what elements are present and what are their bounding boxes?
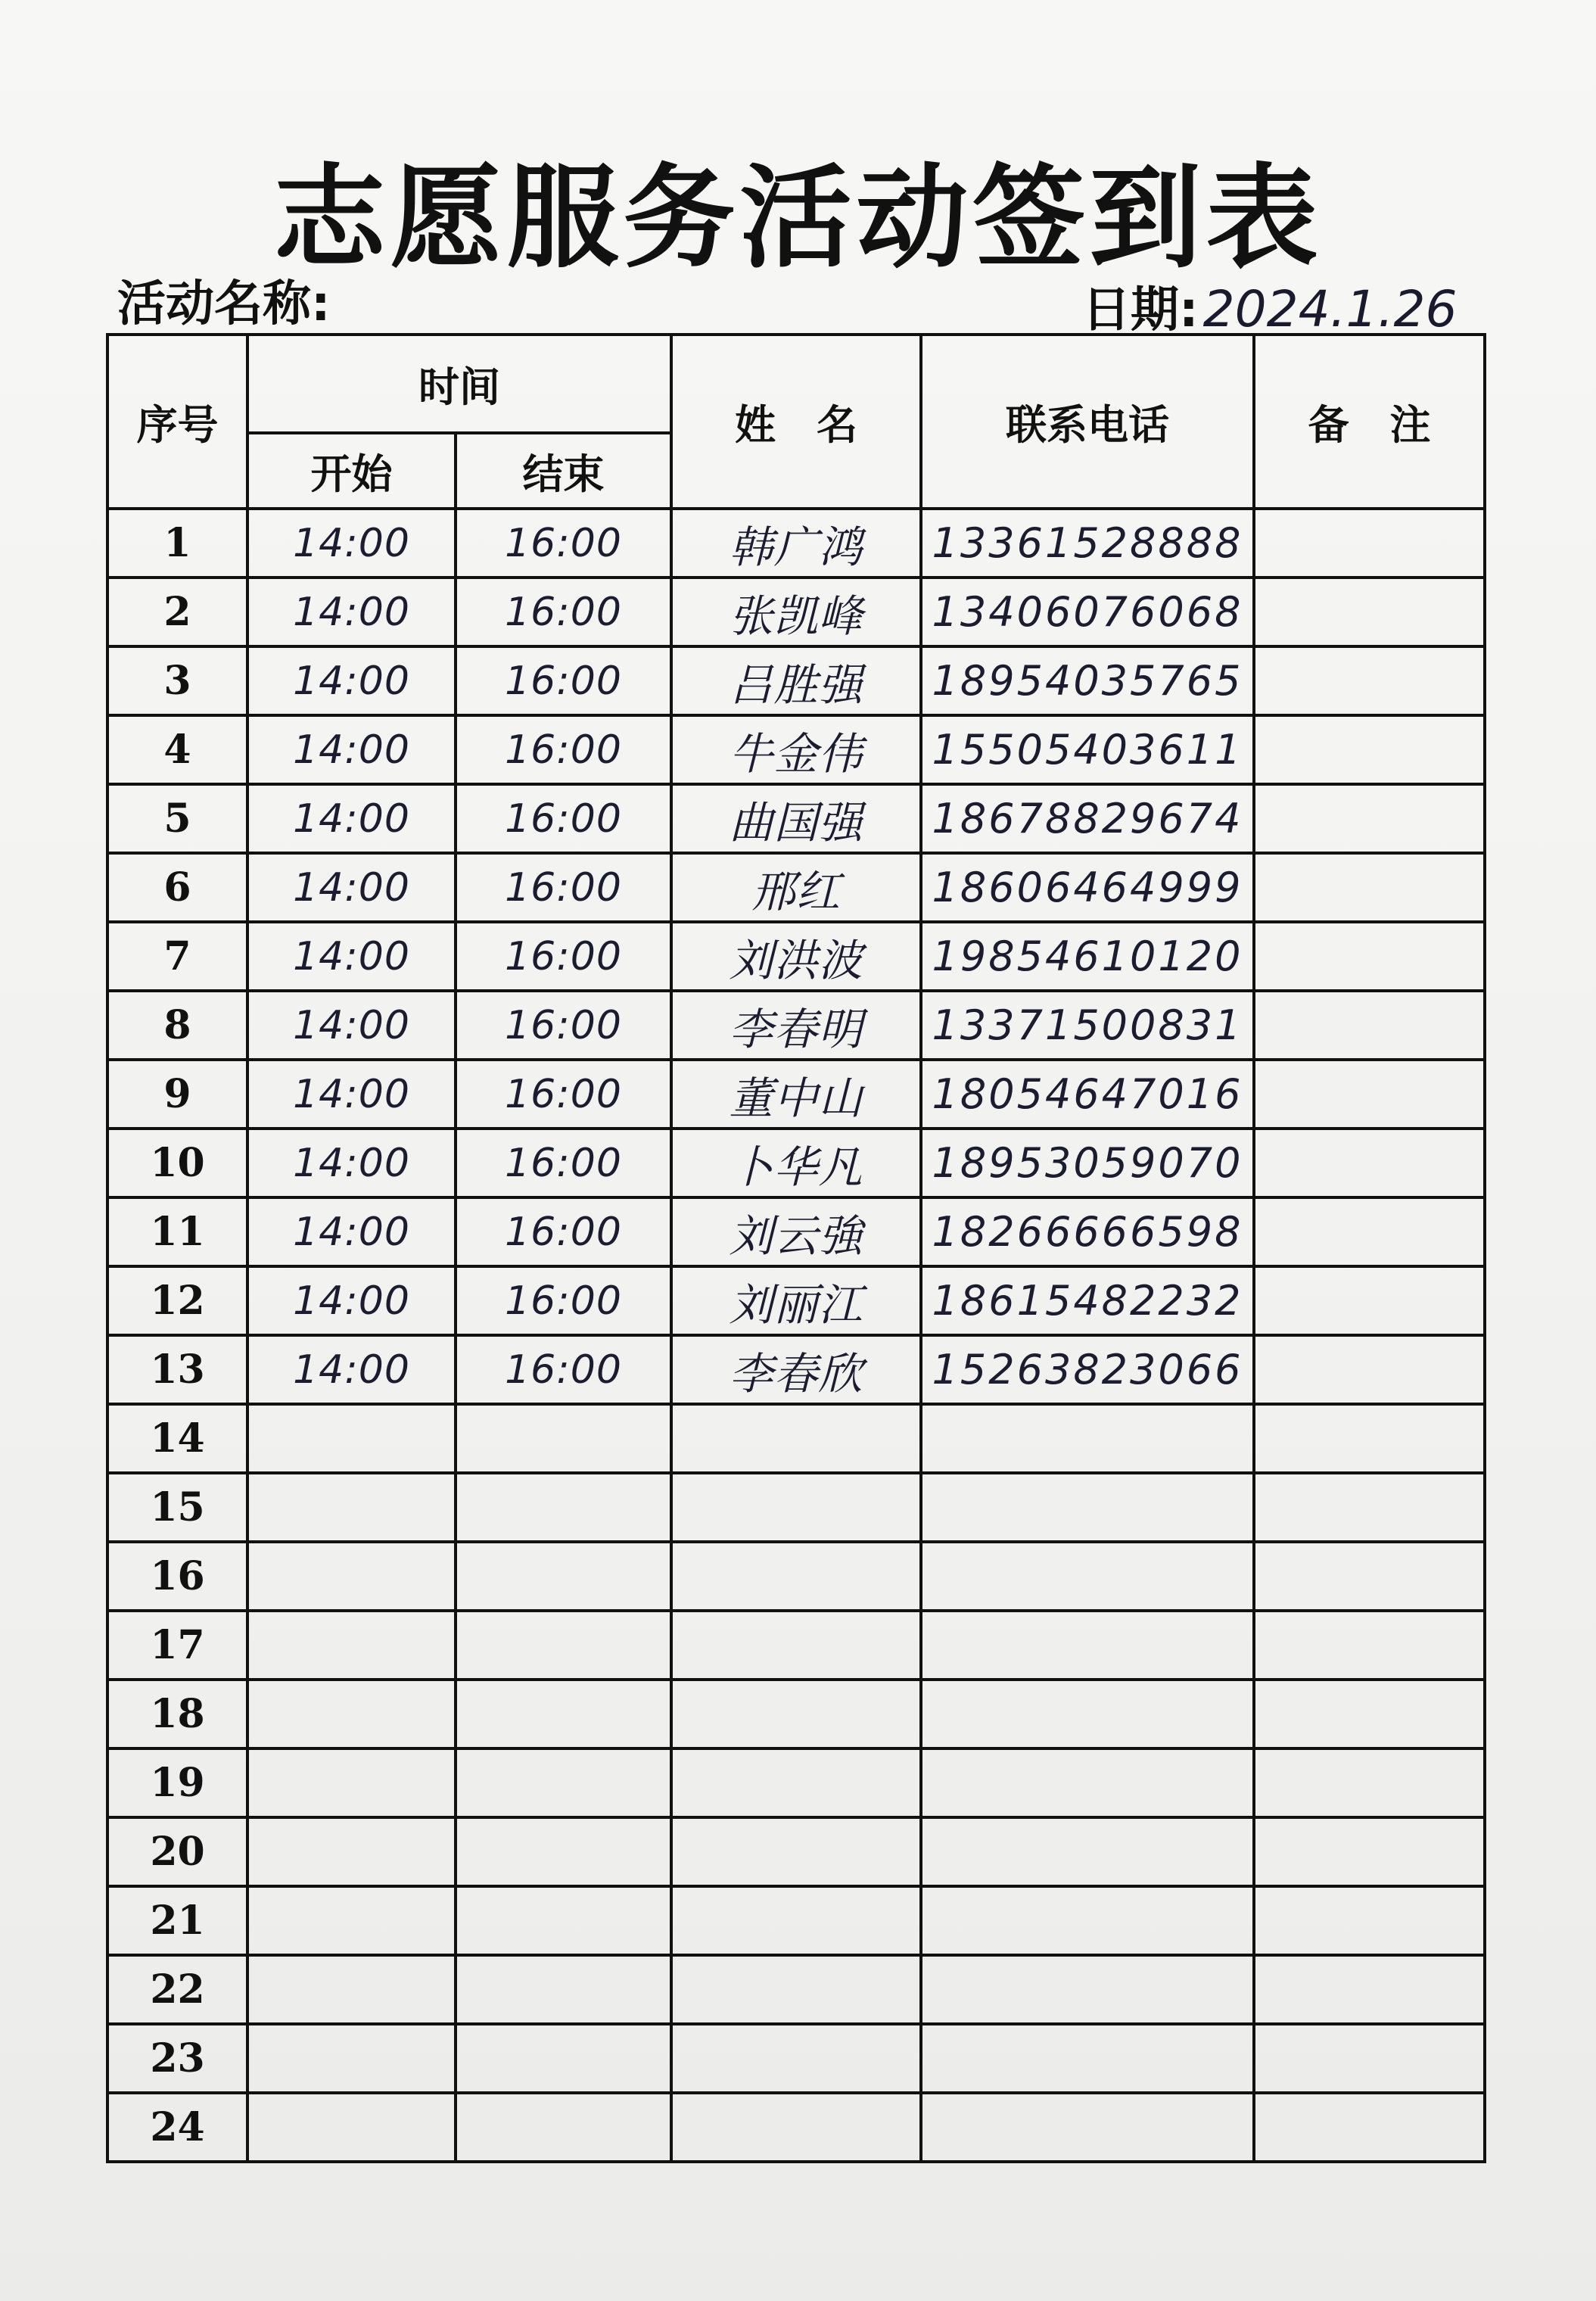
row-seq: 16: [107, 1542, 247, 1611]
row-seq: 1: [107, 509, 247, 578]
row-remark: [1254, 509, 1485, 578]
row-seq: 23: [107, 2024, 247, 2093]
table-row: [107, 1129, 1485, 1197]
row-start-time: 14:00: [247, 1129, 456, 1197]
row-end-time: 16:00: [456, 1060, 671, 1129]
row-start-time: [247, 2093, 456, 2162]
row-start-time: [247, 1542, 456, 1611]
row-remark: [1254, 715, 1485, 784]
row-end-time: 16:00: [456, 784, 671, 853]
row-remark: [1254, 1955, 1485, 2024]
row-name: [671, 1886, 921, 1955]
row-phone: 19854610120: [921, 922, 1254, 991]
row-seq: 22: [107, 1955, 247, 2024]
row-start-time: 14:00: [247, 715, 456, 784]
row-seq: 21: [107, 1886, 247, 1955]
row-start-time: [247, 2024, 456, 2093]
row-seq: 18: [107, 1680, 247, 1748]
table-row: [107, 784, 1485, 853]
row-name: 刘丽江: [671, 1266, 921, 1335]
row-remark: [1254, 1404, 1485, 1473]
row-seq: 14: [107, 1404, 247, 1473]
row-phone: [921, 2093, 1254, 2162]
row-start-time: [247, 1473, 456, 1542]
row-remark: [1254, 1748, 1485, 1817]
row-name: [671, 2024, 921, 2093]
row-start-time: [247, 1680, 456, 1748]
table-row: [107, 1335, 1485, 1404]
row-remark: [1254, 1060, 1485, 1129]
row-name: 曲国强: [671, 784, 921, 853]
table-row: [107, 1955, 1485, 2024]
row-start-time: [247, 1955, 456, 2024]
row-start-time: [247, 1817, 456, 1886]
row-phone: [921, 1817, 1254, 1886]
table-row: [107, 853, 1485, 922]
row-start-time: 14:00: [247, 1335, 456, 1404]
row-start-time: 14:00: [247, 784, 456, 853]
row-start-time: 14:00: [247, 922, 456, 991]
row-start-time: [247, 1748, 456, 1817]
table-row: [107, 578, 1485, 646]
row-remark: [1254, 2093, 1485, 2162]
header-start: 开始: [247, 433, 456, 509]
row-seq: 19: [107, 1748, 247, 1817]
page-title: 志愿服务活动签到表: [273, 153, 1323, 283]
row-end-time: [456, 1817, 671, 1886]
row-end-time: [456, 2024, 671, 2093]
header-time: 时间: [247, 335, 671, 433]
row-phone: 13406076068: [921, 578, 1254, 646]
row-name: [671, 1611, 921, 1680]
row-seq: 7: [107, 922, 247, 991]
row-phone: 13371500831: [921, 991, 1254, 1060]
row-remark: [1254, 646, 1485, 715]
row-seq: 6: [107, 853, 247, 922]
row-end-time: [456, 2093, 671, 2162]
row-seq: 12: [107, 1266, 247, 1335]
row-end-time: 16:00: [456, 1266, 671, 1335]
date-label: 日期:: [1082, 282, 1199, 338]
row-name: 刘洪波: [671, 922, 921, 991]
row-remark: [1254, 1473, 1485, 1542]
row-end-time: 16:00: [456, 922, 671, 991]
row-remark: [1254, 853, 1485, 922]
row-name: [671, 1404, 921, 1473]
row-remark: [1254, 1335, 1485, 1404]
row-phone: [921, 1955, 1254, 2024]
table-row: [107, 646, 1485, 715]
row-remark: [1254, 1680, 1485, 1748]
row-phone: 18266666598: [921, 1197, 1254, 1266]
row-seq: 17: [107, 1611, 247, 1680]
row-start-time: 14:00: [247, 991, 456, 1060]
row-seq: 20: [107, 1817, 247, 1886]
sign-in-table: [106, 333, 1486, 2163]
row-remark: [1254, 2024, 1485, 2093]
table-row: [107, 2093, 1485, 2162]
row-remark: [1254, 991, 1485, 1060]
row-end-time: 16:00: [456, 509, 671, 578]
row-phone: [921, 1680, 1254, 1748]
row-name: [671, 2093, 921, 2162]
row-seq: 4: [107, 715, 247, 784]
row-name: 吕胜强: [671, 646, 921, 715]
row-phone: [921, 1404, 1254, 1473]
row-seq: 10: [107, 1129, 247, 1197]
table-body: [107, 509, 1485, 2162]
table-row: [107, 715, 1485, 784]
row-phone: 18678829674: [921, 784, 1254, 853]
row-start-time: 14:00: [247, 509, 456, 578]
row-start-time: 14:00: [247, 1197, 456, 1266]
table-row: [107, 1817, 1485, 1886]
table-row: [107, 922, 1485, 991]
header-name: 姓 名: [671, 335, 921, 509]
row-seq: 2: [107, 578, 247, 646]
row-start-time: 14:00: [247, 853, 456, 922]
row-seq: 3: [107, 646, 247, 715]
row-start-time: [247, 1611, 456, 1680]
row-name: [671, 1473, 921, 1542]
row-remark: [1254, 1611, 1485, 1680]
row-start-time: 14:00: [247, 1266, 456, 1335]
row-end-time: [456, 1611, 671, 1680]
row-name: 张凯峰: [671, 578, 921, 646]
row-name: 牛金伟: [671, 715, 921, 784]
row-seq: 8: [107, 991, 247, 1060]
row-end-time: 16:00: [456, 1197, 671, 1266]
row-name: 李春明: [671, 991, 921, 1060]
row-phone: 18054647016: [921, 1060, 1254, 1129]
row-name: [671, 1680, 921, 1748]
table-row: [107, 1404, 1485, 1473]
row-phone: 18615482232: [921, 1266, 1254, 1335]
table-row: [107, 2024, 1485, 2093]
table-row: [107, 1266, 1485, 1335]
row-phone: [921, 2024, 1254, 2093]
row-remark: [1254, 1886, 1485, 1955]
row-start-time: [247, 1404, 456, 1473]
table-row: [107, 1680, 1485, 1748]
row-remark: [1254, 784, 1485, 853]
row-name: [671, 1542, 921, 1611]
row-name: 邢红: [671, 853, 921, 922]
row-seq: 9: [107, 1060, 247, 1129]
header-remark: 备 注: [1254, 335, 1485, 509]
table-row: [107, 1886, 1485, 1955]
table-row: [107, 1611, 1485, 1680]
row-phone: [921, 1748, 1254, 1817]
row-phone: [921, 1611, 1254, 1680]
row-start-time: [247, 1886, 456, 1955]
row-phone: 18953059070: [921, 1129, 1254, 1197]
row-end-time: [456, 1955, 671, 2024]
row-name: [671, 1748, 921, 1817]
row-phone: 15263823066: [921, 1335, 1254, 1404]
row-end-time: [456, 1680, 671, 1748]
row-remark: [1254, 1266, 1485, 1335]
row-start-time: 14:00: [247, 646, 456, 715]
row-end-time: [456, 1473, 671, 1542]
row-name: [671, 1817, 921, 1886]
header-end: 结束: [456, 433, 671, 509]
row-remark: [1254, 578, 1485, 646]
header-phone: 联系电话: [921, 335, 1254, 509]
row-seq: 5: [107, 784, 247, 853]
row-seq: 24: [107, 2093, 247, 2162]
row-seq: 11: [107, 1197, 247, 1266]
row-seq: 15: [107, 1473, 247, 1542]
row-start-time: 14:00: [247, 1060, 456, 1129]
activity-name-label: 活动名称:: [117, 276, 331, 332]
row-end-time: 16:00: [456, 1129, 671, 1197]
row-name: 卜华凡: [671, 1129, 921, 1197]
row-phone: 18954035765: [921, 646, 1254, 715]
row-end-time: [456, 1542, 671, 1611]
row-name: [671, 1955, 921, 2024]
row-name: 李春欣: [671, 1335, 921, 1404]
row-end-time: [456, 1748, 671, 1817]
row-end-time: [456, 1886, 671, 1955]
date-field: [1082, 271, 1458, 341]
row-end-time: 16:00: [456, 991, 671, 1060]
row-end-time: 16:00: [456, 715, 671, 784]
date-value: 2024.1.26: [1202, 280, 1458, 338]
row-remark: [1254, 1129, 1485, 1197]
row-phone: [921, 1473, 1254, 1542]
row-remark: [1254, 1542, 1485, 1611]
row-end-time: [456, 1404, 671, 1473]
table-row: [107, 1197, 1485, 1266]
row-phone: 18606464999: [921, 853, 1254, 922]
row-end-time: 16:00: [456, 578, 671, 646]
row-name: 刘云強: [671, 1197, 921, 1266]
row-remark: [1254, 922, 1485, 991]
row-end-time: 16:00: [456, 1335, 671, 1404]
row-phone: 13361528888: [921, 509, 1254, 578]
table-row: [107, 509, 1485, 578]
row-phone: [921, 1542, 1254, 1611]
row-start-time: 14:00: [247, 578, 456, 646]
row-remark: [1254, 1817, 1485, 1886]
row-phone: 15505403611: [921, 715, 1254, 784]
table-row: [107, 1748, 1485, 1817]
row-remark: [1254, 1197, 1485, 1266]
row-seq: 13: [107, 1335, 247, 1404]
header-seq: 序号: [107, 335, 247, 509]
row-end-time: 16:00: [456, 646, 671, 715]
table-row: [107, 1473, 1485, 1542]
table-row: [107, 1542, 1485, 1611]
row-end-time: 16:00: [456, 853, 671, 922]
table-row: [107, 1060, 1485, 1129]
table-row: [107, 991, 1485, 1060]
row-name: 韩广鸿: [671, 509, 921, 578]
row-phone: [921, 1886, 1254, 1955]
row-name: 董中山: [671, 1060, 921, 1129]
